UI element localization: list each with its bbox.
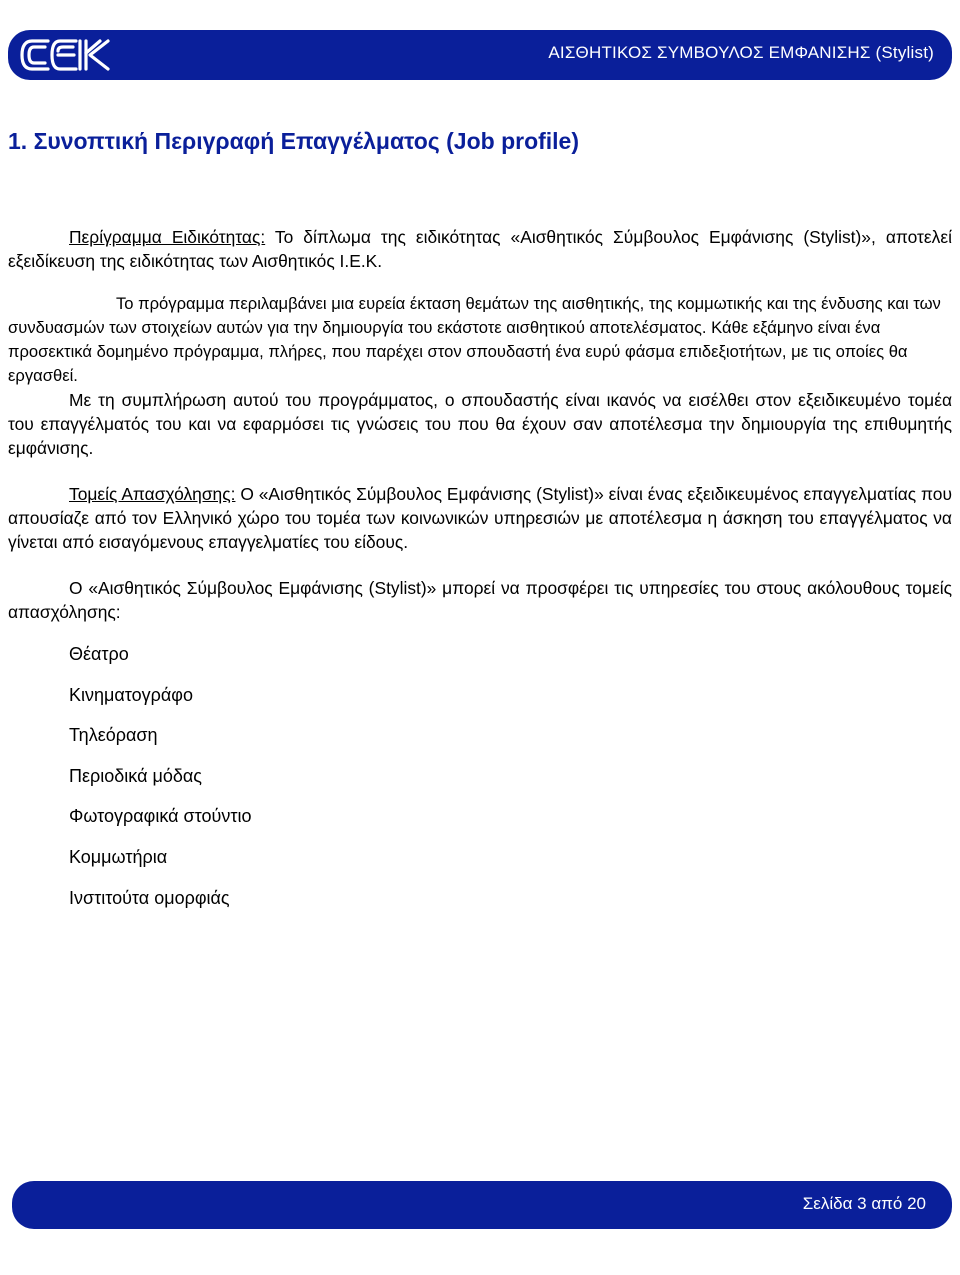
- specialty-outline-text: Το δίπλωμα της ειδικότητας «Αισθητικός Σύμβουλος Εμφάνισης (Stylist)», αποτελεί εξειδίκευση της ειδικότητας των Αισθητικός Ι.Ε.Κ.: [8, 227, 952, 271]
- page-number: Σελίδα 3 από 20: [802, 1194, 926, 1213]
- list-item: Περιοδικά μόδας: [69, 765, 202, 786]
- list-item: Θέατρο: [69, 644, 129, 664]
- document-header-title: ΑΙΣΘΗΤΙΚΟΣ ΣΥΜΒΟΥΛΟΣ ΕΜΦΑΝΙΣΗΣ (Stylist): [548, 43, 934, 62]
- paragraph-services-intro: Ο «Αισθητικός Σύμβουλος Εμφάνισης (Stylist)» μπορεί να προσφέρει τις υπηρεσίες του στους ακόλουθους τομείς απασχόλησης:: [8, 578, 952, 622]
- paragraph-specialty-outline: [8, 225, 952, 273]
- employment-sectors-label: Τομείς Απασχόλησης:: [69, 484, 236, 504]
- section-title: 1. Συνοπτική Περιγραφή Επαγγέλματος (Job profile): [8, 128, 580, 154]
- paragraph-program-description: [8, 292, 952, 388]
- list-item: Ινστιτούτα ομορφιάς: [69, 887, 230, 908]
- paragraph-employment-sectors: [8, 482, 952, 554]
- sectors-list: [69, 640, 251, 924]
- cek-logo: [18, 33, 114, 77]
- paragraph-program-completion: Με τη συμπλήρωση αυτού του προγράμματος, ο σπουδαστής είναι ικανός να εισέλθει στον εξειδικευμένο τομέα του επαγγέλματός του και να εφαρμόσει τις γνώσεις του που θα έχουν σαν αποτέλεσμα την δημιουργία της επιθυμητής εμφάνισης.: [8, 390, 952, 458]
- program-description-text: Το πρόγραμμα περιλαμβάνει μια ευρεία έκταση θεμάτων της αισθητικής, της κομμωτικής και της ένδυσης και των συνδυασμών των στοιχείων αυτών για την δημιουργία του εκάστοτε αισθητικού αποτελέσματος. Κάθε εξάμηνο είναι ένα προσεκτικά δομημένο πρόγραμμα, πλήρες, που παρέχει στον σπουδαστή ένα ευρύ φάσμα επιδεξιοτήτων, με τις οποίες θα εργασθεί.: [8, 294, 941, 385]
- specialty-outline-label: Περίγραμμα Ειδικότητας:: [69, 227, 266, 247]
- employment-sectors-text: Ο «Αισθητικός Σύμβουλος Εμφάνισης (Stylist)» είναι ένας εξειδικευμένος επαγγελματίας που απουσίαζε από τον Ελληνικό χώρο του τομέα των κοινωνικών υπηρεσιών με αποτέλεσμα η άσκηση του επαγγέλματος να γίνεται από εισαγόμενους επαγγελματίες του είδους.: [8, 484, 952, 552]
- list-item: Τηλεόραση: [69, 725, 158, 746]
- list-item: Κομμωτήρια: [69, 846, 168, 867]
- list-item: Φωτογραφικά στούντιο: [69, 806, 252, 827]
- list-item: Κινηματογράφο: [69, 684, 193, 705]
